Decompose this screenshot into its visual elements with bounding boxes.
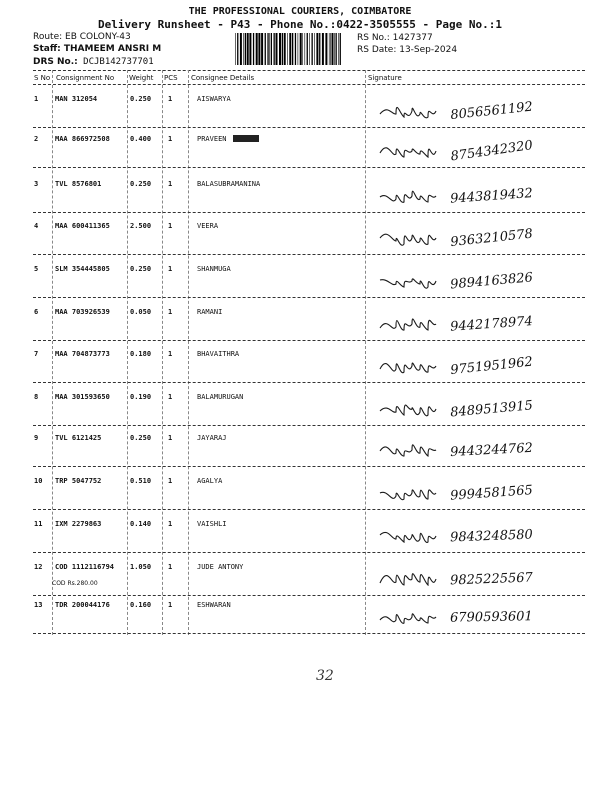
barcode-bar: [338, 33, 339, 65]
row-sno: 8: [34, 393, 39, 401]
signature-phone: 9442178974: [449, 314, 534, 335]
row-sno: 3: [34, 180, 39, 188]
barcode-bar: [307, 33, 308, 65]
row-pcs: 1: [168, 222, 173, 230]
row-weight: 0.140: [130, 520, 152, 528]
row-consignment-no: TDR 200044176: [55, 601, 110, 609]
page-mark: 32: [316, 668, 334, 684]
row-pcs: 1: [168, 135, 173, 143]
barcode: [233, 33, 343, 65]
row-sno: 10: [34, 477, 43, 485]
row-divider: [33, 167, 585, 168]
signature-phone: 8754342320: [449, 138, 534, 165]
row-pcs: 1: [168, 434, 173, 442]
signature-scribble: [380, 405, 436, 416]
barcode-bar: [334, 33, 335, 65]
row-pcs: 1: [168, 393, 173, 401]
barcode-bar: [305, 33, 306, 65]
header-divider-bottom: [33, 84, 585, 85]
row-sno: 1: [34, 95, 39, 103]
barcode-bar: [243, 33, 244, 65]
barcode-bar: [309, 33, 310, 65]
barcode-bar: [279, 33, 281, 65]
signature: [370, 514, 585, 554]
signature-phone: 9443244762: [449, 440, 534, 461]
barcode-bar: [282, 33, 283, 65]
barcode-bar: [312, 33, 313, 65]
signature-phone: 9894163826: [449, 270, 534, 293]
signature-phone: 9363210578: [449, 226, 534, 251]
runsheet-title: Delivery Runsheet - P43 - Phone No.:0422-3505555 - Page No.:1: [98, 18, 502, 31]
barcode-bar: [330, 33, 331, 65]
row-consignment-no: TVL 8576801: [55, 180, 102, 188]
signature: [370, 174, 585, 214]
row-consignment-no: MAA 704873773: [55, 350, 110, 358]
signature-scribble: [380, 614, 436, 623]
barcode-bar: [295, 33, 296, 65]
barcode-bar: [240, 33, 242, 65]
row-consignee: JAYARAJ: [197, 434, 227, 442]
row-pcs: 1: [168, 95, 173, 103]
signature: [370, 595, 585, 635]
drs-number: [33, 57, 154, 67]
row-sno: 5: [34, 265, 39, 273]
row-consignment-no: SLM 354445805: [55, 265, 110, 273]
col-header-pcs: PCS: [164, 74, 178, 82]
signature-scribble: [380, 107, 436, 117]
row-consignee: VEERA: [197, 222, 219, 230]
signature-phone: 6790593601: [449, 609, 533, 626]
barcode-bar: [247, 33, 249, 65]
col-header-consignment: Consignment No: [56, 74, 115, 82]
row-weight: 0.400: [130, 135, 152, 143]
barcode-bar: [276, 33, 278, 65]
row-consignment-no: COD 1112116794: [55, 563, 115, 571]
row-consignee: SHANMUGA: [197, 265, 231, 273]
row-consignee: JUDE ANTONY: [197, 563, 244, 571]
company-title: THE PROFESSIONAL COURIERS, COIMBATORE: [188, 6, 412, 17]
staff-label: Staff: THAMEEM ANSRI M: [33, 44, 162, 54]
barcode-bar: [284, 33, 286, 65]
signature: [370, 428, 585, 468]
row-pcs: 1: [168, 520, 173, 528]
row-divider: [33, 509, 585, 510]
barcode-bar: [249, 33, 251, 65]
row-consignment-no: MAN 312054: [55, 95, 98, 103]
row-weight: 0.050: [130, 308, 152, 316]
redaction-mark: [233, 135, 259, 142]
row-pcs: 1: [168, 180, 173, 188]
barcode-bar: [300, 33, 302, 65]
barcode-bar: [329, 33, 330, 65]
signature-scribble: [380, 363, 436, 373]
row-weight: 0.250: [130, 265, 152, 273]
rs-number: RS No.: 1427377: [357, 33, 433, 43]
barcode-bar: [265, 33, 266, 65]
row-weight: 0.190: [130, 393, 152, 401]
row-consignment-no: MAA 703926539: [55, 308, 110, 316]
signature-scribble: [380, 574, 436, 585]
row-weight: 1.050: [130, 563, 152, 571]
row-divider: [33, 382, 585, 383]
table-row: [0, 601, 600, 646]
row-divider: [33, 297, 585, 298]
barcode-bar: [332, 33, 334, 65]
barcode-bar: [245, 33, 246, 65]
row-pcs: 1: [168, 265, 173, 273]
row-consignment-no: TVL 6121425: [55, 434, 102, 442]
signature-scribble: [380, 490, 436, 500]
signature: [370, 89, 585, 129]
barcode-bar: [261, 33, 263, 65]
row-sno: 4: [34, 222, 39, 230]
signature-phone: 8056561192: [449, 99, 534, 124]
row-consignment-no: TRP 5047752: [55, 477, 102, 485]
row-consignee: AISWARYA: [197, 95, 231, 103]
row-sno: 7: [34, 350, 39, 358]
signature: [370, 129, 585, 169]
drs-label: DRS No.:: [33, 57, 78, 67]
signature: [370, 216, 585, 256]
signature-scribble: [380, 279, 436, 288]
row-weight: 0.250: [130, 180, 152, 188]
row-consignee: VAISHLI: [197, 520, 227, 528]
row-weight: 2.500: [130, 222, 152, 230]
barcode-bar: [253, 33, 254, 65]
row-weight: 0.180: [130, 350, 152, 358]
row-pcs: 1: [168, 308, 173, 316]
row-consignee: AGALYA: [197, 477, 223, 485]
row-consignment-no: IXM 2279863: [55, 520, 102, 528]
row-weight: 0.160: [130, 601, 152, 609]
barcode-bar: [298, 33, 299, 65]
barcode-bar: [274, 33, 275, 65]
row-consignee: ESHWARAN: [197, 601, 231, 609]
signature-phone: 9994581565: [449, 483, 534, 504]
row-pcs: 1: [168, 350, 173, 358]
barcode-bar: [325, 33, 327, 65]
row-weight: 0.510: [130, 477, 152, 485]
row-divider: [33, 552, 585, 553]
signature-scribble: [380, 234, 436, 245]
row-pcs: 1: [168, 563, 173, 571]
col-header-signature: Signature: [368, 74, 402, 82]
signature: [370, 344, 585, 384]
row-sno: 2: [34, 135, 39, 143]
barcode-bar: [258, 33, 260, 65]
col-header-weight: Weight: [129, 74, 154, 82]
signature-phone: 9825225567: [449, 570, 534, 589]
header-divider-top: [33, 70, 585, 71]
row-sno: 12: [34, 563, 43, 571]
row-consignment-no: MAA 866972508: [55, 135, 110, 143]
signature: [370, 259, 585, 299]
signature-phone: 9751951962: [449, 354, 534, 379]
row-divider: [33, 633, 585, 634]
signature-phone: 9443819432: [449, 186, 534, 207]
row-sno: 13: [34, 601, 43, 609]
row-weight: 0.250: [130, 95, 152, 103]
barcode-bar: [302, 33, 303, 65]
signature-scribble: [380, 445, 436, 456]
col-header-sno: S No: [34, 74, 51, 82]
row-pcs: 1: [168, 477, 173, 485]
drs-value: DCJB142737701: [83, 57, 154, 67]
signature: [370, 387, 585, 427]
barcode-bar: [340, 33, 341, 65]
row-consignee: BHAVAITHRA: [197, 350, 240, 358]
row-consignment-no: MAA 301593650: [55, 393, 110, 401]
col-header-consignee: Consignee Details: [191, 74, 255, 82]
signature-scribble: [380, 191, 436, 202]
row-consignment-no: MAA 600411365: [55, 222, 110, 230]
row-weight: 0.250: [130, 434, 152, 442]
row-sno: 6: [34, 308, 39, 316]
signature: [370, 557, 585, 597]
rs-date: RS Date: 13-Sep-2024: [357, 45, 458, 55]
cod-amount: COD Rs.280.00: [52, 580, 98, 587]
signature-scribble: [380, 532, 436, 542]
row-divider: [33, 212, 585, 213]
signature: [370, 302, 585, 342]
row-consignee: BALAMURUGAN: [197, 393, 244, 401]
barcode-bar: [289, 33, 291, 65]
signature-phone: 8489513915: [449, 398, 534, 421]
row-consignee: BALASUBRAMANINA: [197, 180, 261, 188]
barcode-bar: [269, 33, 270, 65]
barcode-bar: [267, 33, 268, 65]
signature-scribble: [380, 319, 436, 330]
row-sno: 11: [34, 520, 43, 528]
barcode-bar: [271, 33, 272, 65]
signature-phone: 9843248580: [449, 527, 534, 546]
barcode-bar: [292, 33, 293, 65]
row-divider: [33, 466, 585, 467]
row-pcs: 1: [168, 601, 173, 609]
barcode-bar: [287, 33, 288, 65]
row-divider: [33, 254, 585, 255]
signature-scribble: [380, 148, 436, 157]
row-consignee: PRAVEEN: [197, 135, 227, 143]
row-consignee: RAMANI: [197, 308, 223, 316]
barcode-bar: [235, 33, 236, 65]
row-divider: [33, 425, 585, 426]
barcode-bar: [322, 33, 324, 65]
barcode-bar: [319, 33, 320, 65]
row-divider: [33, 127, 585, 128]
route-label: Route: EB COLONY-43: [33, 32, 131, 42]
barcode-bar: [314, 33, 315, 65]
barcode-bar: [316, 33, 318, 65]
barcode-bar: [256, 33, 258, 65]
barcode-bar: [237, 33, 238, 65]
barcode-bar: [336, 33, 337, 65]
row-sno: 9: [34, 434, 39, 442]
signature: [370, 471, 585, 511]
row-divider: [33, 340, 585, 341]
